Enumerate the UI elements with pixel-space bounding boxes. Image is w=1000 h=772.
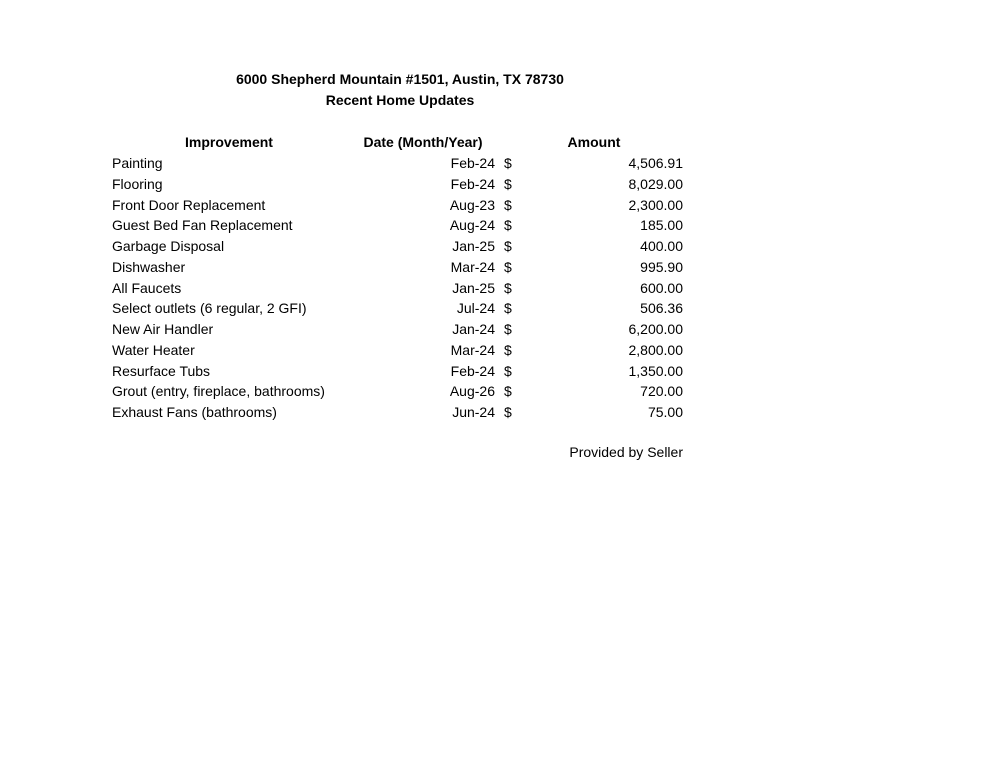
table-row xyxy=(0,361,1000,382)
table-row xyxy=(0,257,1000,278)
amount-cell: 4,506.91 xyxy=(628,155,683,171)
improvement-cell: Front Door Replacement xyxy=(112,196,266,213)
date-cell: Mar-24 xyxy=(450,258,495,275)
date-cell: Jan-25 xyxy=(452,238,495,254)
improvement-cell: Water Heater xyxy=(112,341,195,358)
table-row xyxy=(0,236,1000,257)
date-cell: Aug-24 xyxy=(449,217,495,234)
currency-symbol: $ xyxy=(504,155,512,171)
date-cell: Feb-24 xyxy=(450,155,495,171)
improvement-cell: Flooring xyxy=(112,175,163,192)
amount-cell: 600.00 xyxy=(640,279,683,296)
improvement-cell: New Air Handler xyxy=(112,321,214,337)
document-title: 6000 Shepherd Mountain #1501, Austin, TX 78730 xyxy=(236,71,564,87)
table-row xyxy=(0,153,1000,174)
date-cell: Feb-24 xyxy=(450,362,495,379)
amount-cell: 995.90 xyxy=(640,258,683,275)
column-header-amount: Amount xyxy=(567,134,621,150)
currency-symbol: $ xyxy=(504,383,512,400)
improvement-cell: Resurface Tubs xyxy=(112,362,211,379)
table-row xyxy=(0,174,1000,195)
amount-cell: 8,029.00 xyxy=(628,175,683,192)
currency-symbol: $ xyxy=(504,404,512,420)
currency-symbol: $ xyxy=(504,217,512,234)
currency-symbol: $ xyxy=(504,341,512,358)
date-cell: Aug-26 xyxy=(449,383,495,400)
amount-cell: 400.00 xyxy=(640,238,683,254)
amount-cell: 506.36 xyxy=(640,300,683,317)
table-row xyxy=(0,298,1000,319)
improvement-cell: Garbage Disposal xyxy=(112,238,225,254)
currency-symbol: $ xyxy=(504,279,512,296)
improvement-cell: Exhaust Fans (bathrooms) xyxy=(112,404,277,420)
table-row xyxy=(0,195,1000,216)
column-header-date: Date (Month/Year) xyxy=(363,134,483,150)
amount-cell: 6,200.00 xyxy=(628,321,683,337)
date-cell: Mar-24 xyxy=(450,341,495,358)
amount-cell: 2,300.00 xyxy=(628,196,683,213)
amount-cell: 720.00 xyxy=(640,383,683,400)
currency-symbol: $ xyxy=(504,300,512,317)
document-subtitle: Recent Home Updates xyxy=(325,92,475,108)
improvement-cell: Dishwasher xyxy=(112,258,186,275)
currency-symbol: $ xyxy=(504,321,512,337)
date-cell: Jan-24 xyxy=(452,321,495,337)
amount-cell: 185.00 xyxy=(640,217,683,234)
provided-by-note: Provided by Seller xyxy=(569,444,683,460)
table-row xyxy=(0,402,1000,423)
currency-symbol: $ xyxy=(504,238,512,254)
table-row xyxy=(0,381,1000,402)
date-cell: Jul-24 xyxy=(456,300,495,317)
date-cell: Aug-23 xyxy=(449,196,495,213)
date-cell: Jun-24 xyxy=(452,404,495,420)
amount-cell: 1,350.00 xyxy=(628,362,683,379)
improvement-cell: Select outlets (6 regular, 2 GFI) xyxy=(112,300,307,317)
column-header-improvement: Improvement xyxy=(185,134,273,150)
currency-symbol: $ xyxy=(504,175,512,192)
date-cell: Jan-25 xyxy=(452,279,495,296)
date-cell: Feb-24 xyxy=(450,175,495,192)
currency-symbol: $ xyxy=(504,362,512,379)
table-row xyxy=(0,319,1000,340)
table-row xyxy=(0,215,1000,236)
improvement-cell: Painting xyxy=(112,155,163,171)
amount-cell: 75.00 xyxy=(647,404,683,420)
table-row xyxy=(0,278,1000,299)
improvement-cell: All Faucets xyxy=(112,279,182,296)
improvement-cell: Grout (entry, fireplace, bathrooms) xyxy=(112,383,325,400)
currency-symbol: $ xyxy=(504,258,512,275)
improvement-cell: Guest Bed Fan Replacement xyxy=(112,217,293,234)
amount-cell: 2,800.00 xyxy=(628,341,683,358)
currency-symbol: $ xyxy=(504,196,512,213)
improvements-table xyxy=(0,153,1000,423)
table-row xyxy=(0,340,1000,361)
